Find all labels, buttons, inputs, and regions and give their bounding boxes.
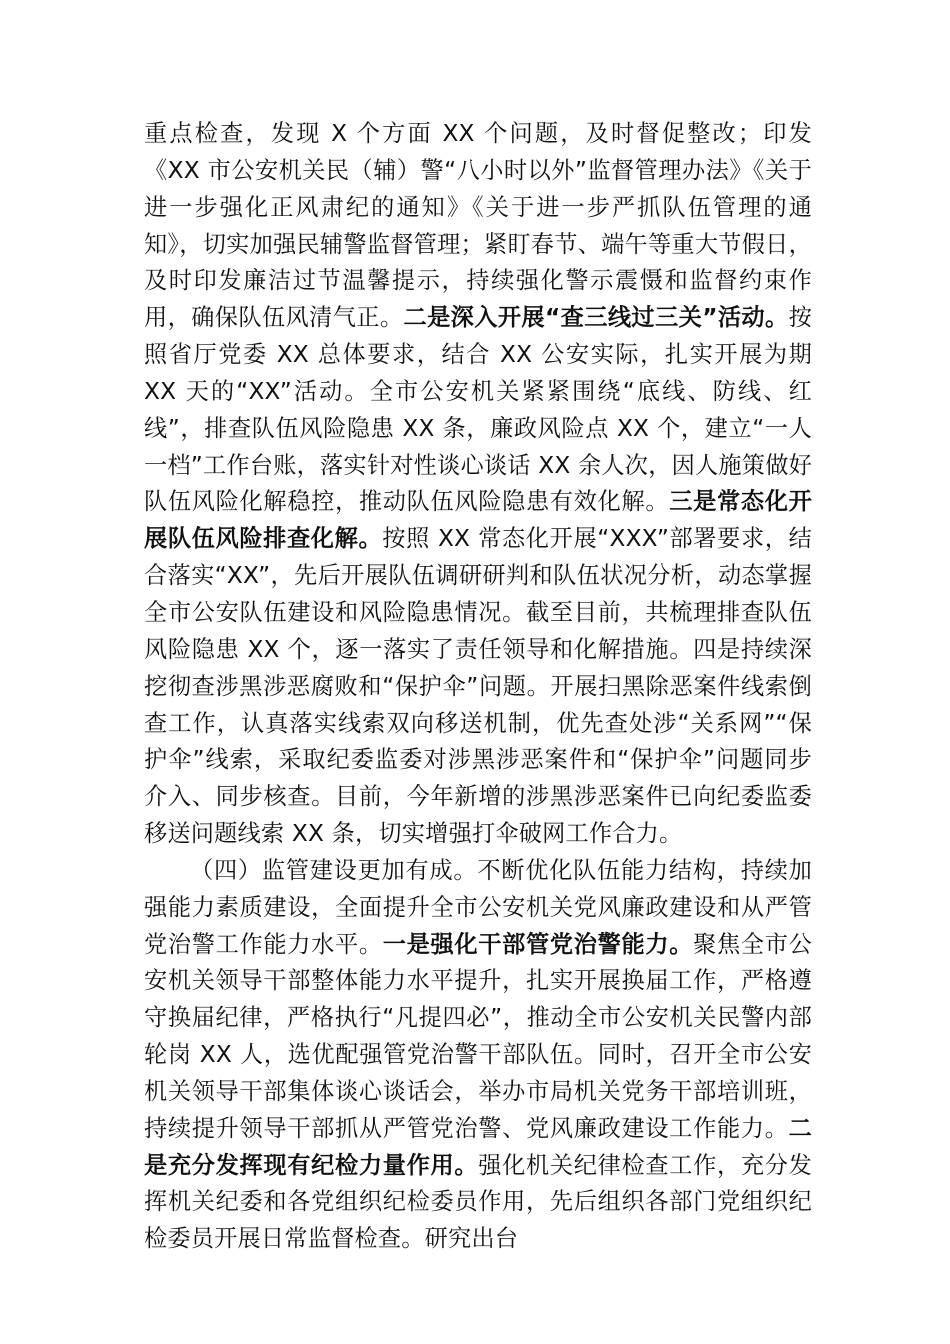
paragraph-text: 按照 XX 常态化开展“XXX”部署要求，结合落实“XX”，先后开展队伍调研研判和队伍状况分析，动态掌握全市公安队伍建设和风险隐患情况。截至目前，共梳理排查队伍风险隐患 XX 个，逐一落实了责任领导和化解措施。四是持续深挖彻查涉黑涉恶腐败和“保护伞”问题。开展扫黑除恶案件线索倒查工作，认真落实线索双向移送机制，优先查处涉“关系网”“保护伞”线索，采取纪委监委对涉黑涉恶案件和“保护伞”问题同步介入、同步核查。目前，今年新增的涉黑涉恶案件已向纪委监委移送问题线索 XX 条，切实增强打伞破网工作合力。 xyxy=(144,525,813,848)
paragraph-1 xyxy=(144,116,812,853)
paragraph-text: 按照省厅党委 XX 总体要求，结合 XX 公安实际，扎实开展为期 XX 天的“XX”活动。全市公安机关紧紧围绕“底线、防线、红线”，排查队伍风险隐患 XX 条，廉政风险点 XX 个，建立“一人一档”工作台账，落实针对性谈心谈话 XX 余人次，因人施策做好队伍风险化解稳控，推动队伍风险隐患有效化解。 xyxy=(144,304,812,516)
paragraph-text: （四）监管建设更加有成。不断优化队伍能力结构，持续加强能力素质建设，全面提升全市公安机关党风廉政建设和从严管党治警工作能力水平。 xyxy=(144,856,812,958)
document-body xyxy=(144,116,812,1258)
bold-heading: 三是常态化开展队伍风险排查化解。 xyxy=(144,488,812,553)
bold-heading: 二是深入开展“查三线过三关”活动。 xyxy=(403,304,789,332)
paragraph-text: 强化机关纪律检查工作，充分发挥机关纪委和各党组织纪检委员作用，先后组织各部门党组织纪检委员开展日常监督检查。研究出台 xyxy=(144,1151,812,1253)
paragraph-2 xyxy=(144,853,812,1258)
paragraph-text: 聚焦全市公安机关领导干部整体能力水平提升，扎实开展换届工作，严格遵守换届纪律，严格执行“凡提四必”，推动全市公安机关民警内部轮岗 XX 人，选优配强管党治警干部队伍。同时，召开全市公安机关领导干部集体谈心谈话会，举办市局机关党务干部培训班，持续提升领导干部抓从严管党治警、党风廉政建设工作能力。 xyxy=(144,930,813,1142)
bold-heading: 一是强化干部管党治警能力。 xyxy=(382,930,694,958)
paragraph-text: 重点检查，发现 X 个方面 XX 个问题，及时督促整改；印发《XX 市公安机关民（辅）警“八小时以外”监督管理办法》《关于进一步强化正风肃纪的通知》《关于进一步严抓队伍管理的通知》，切实加强民辅警监督管理；紧盯春节、端午等重大节假日，及时印发廉洁过节温馨提示，持续强化警示震慑和监督约束作用，确保队伍风清气正。 xyxy=(144,120,812,332)
bold-heading: 二是充分发挥现有纪检力量作用。 xyxy=(144,1114,812,1179)
